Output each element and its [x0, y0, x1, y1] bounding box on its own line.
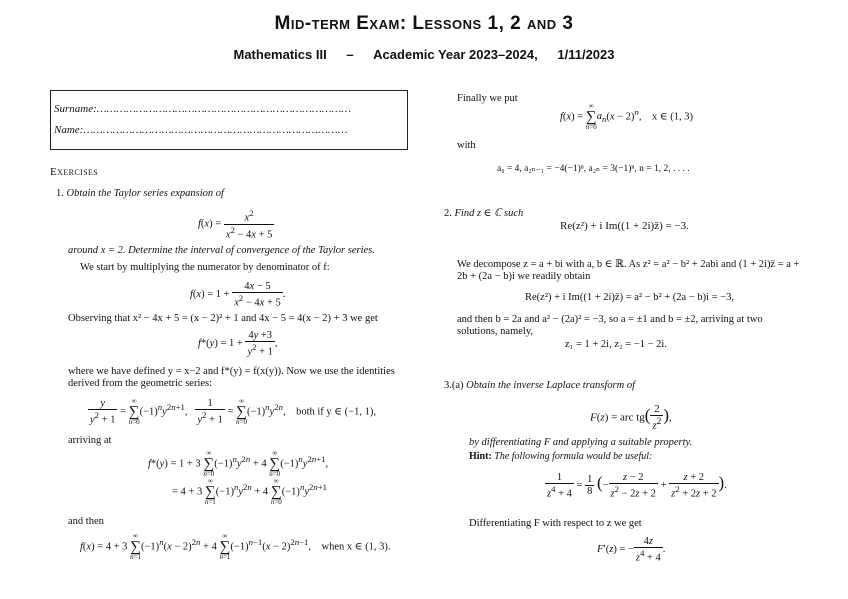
q3-prompt: Obtain the inverse Laplace transform of [466, 380, 636, 391]
exam-title: Mid-term Exam: Lessons 1, 2 and 3 [274, 13, 574, 34]
question-2 [444, 208, 523, 220]
academic-year: Academic Year 2023–2024, [373, 47, 538, 62]
coefficients: a₀ = 4, a₂ₙ₋₁ = −4(−1)ⁿ, a₂ₙ = 3(−1)ⁿ, n = 1, 2, . . . . [497, 164, 690, 174]
eq-geometric: $\frac{y}{y^2 + 1}$ = ∞ ∑ $n=0(-1)^ny^{2n+1}$, $\frac{1}{y^2 + 1}$ = ∞ ∑ $n=0(-1)^ny^{2n}$, both if y ∈ (−1, 1), [90, 397, 376, 426]
surname-line: Surname:…………………………………………………………………… [54, 103, 352, 115]
student-info-box [50, 90, 408, 150]
hint-label: Hint: [469, 451, 492, 462]
interval-label: x ∈ (1, 3) [651, 111, 693, 123]
q2-prompt: Find z ∈ ℂ such [454, 208, 524, 219]
when-condition: when x ∈ (1, 3). [321, 541, 391, 553]
both-if-condition: both if y ∈ (−1, 1), [296, 406, 376, 418]
eq-fx-series: f(x) = 4 + 3 ∞ ∑ $n=1(-1)^n(x - 2)^{2n} + 4$ ∞ ∑ $n=1(-1)^{n-1}(x - 2)^{2n-1}$, when x ∈ (1, 3). [80, 532, 391, 561]
solutions: z₁ = 1 + 2i, z₂ = −1 − 2i. [565, 339, 667, 350]
right-para-3: and then b = 2a and a² − (2a)² = −3, so a = ±1 and b = ±2, arriving at two solutions, namely, [457, 314, 763, 337]
hint-text: The following formula would be useful: [494, 451, 653, 462]
question-3a [444, 380, 635, 392]
eq-Fprime: F′(z) = − $\frac{4z}{z^4 + 4}$ . [597, 536, 666, 564]
eq-fx-split: f(x) = 1 + $\frac{4x - 5}{x^2 - 4x + 5}$ . [190, 281, 286, 309]
q2-equation: Re(z²) + i Im((1 + 2i)z̄) = −3. [560, 220, 689, 232]
exam-date: 1/11/2023 [557, 47, 615, 62]
left-para-5: and then [68, 516, 104, 527]
question-1 [56, 188, 416, 200]
right-para-1: Finally we put [457, 93, 518, 104]
q3-number: 3.(a) [444, 380, 464, 391]
left-para-4: arriving at [68, 435, 112, 446]
eq-fx: f(x) = $\frac{x^2}{x^2 - 4x + 5}$ [198, 208, 273, 240]
q2-number: 2. [444, 208, 452, 219]
q1-prompt: Obtain the Taylor series expansion of [66, 188, 224, 199]
q1-number: 1. [56, 188, 64, 199]
eq-partial-fractions: $\frac{1}{z^4 + 4}$ = $\frac{1}{8}$ (− $\frac{z - 2}{z^2 - 2z + 2}$ + $\frac{z + 2}{z^2 + 2z + 2}$ ). [547, 472, 727, 500]
eq-final-series: f(x) = ∞ ∑ $n=0a_n(x - 2)^n$, x ∈ (1, 3) [560, 102, 693, 131]
eq-fstar-series-2: = 4 + 3 ∞ ∑ $n=1(-1)^ny^{2n} + 4$ ∞ ∑ $n=0(-1)^ny^{2n+1}$ [172, 477, 328, 506]
section-heading: Exercises [50, 166, 99, 178]
name-line: Name:……………………………………………………………………… [54, 124, 348, 136]
eq-Fz: F(z) = arc tg( $\frac{2}{z^2}$ ), [590, 403, 672, 432]
eq-decomposition: Re(z²) + i Im((1 + 2i)z̄) = a² − b² + (2a − b)i = −3, [525, 292, 735, 303]
exam-subtitle [0, 47, 848, 62]
hint [469, 451, 652, 463]
separator-dash: – [346, 47, 354, 62]
q1-around: around x = 2. Determine the interval of convergence of the Taylor series. [68, 245, 375, 256]
left-para-2: Observing that x² − 4x + 5 = (x − 2)² + 1 and 4x − 5 = 4(x − 2) + 3 we get [68, 313, 378, 324]
left-para-3: where we have defined y = x−2 and f*(y) = f(x(y)). Now we use the identities derived from the geometric series: [68, 366, 395, 389]
eq-fstar: f*(y) = 1 + $\frac{4y +3}{y^2 + 1}$ , [198, 330, 278, 358]
right-para-4: Differentiating F with respect to z we get [469, 518, 642, 529]
q3-by: by differentiating F and applying a suitable property. [469, 437, 693, 448]
course-name: Mathematics III [233, 47, 327, 62]
right-para-2: We decompose z = a + bi with a, b ∈ ℝ. As z² = a² − b² + 2abi and (1 + 2i)z̄ = a + 2b + (2a − b)i we readily obtain [457, 259, 800, 282]
with-label: with [457, 140, 476, 151]
eq-fstar-series-1: f*(y) = 1 + 3 ∞ ∑ $n=0(-1)^ny^{2n} + 4$ ∞ ∑ $n=0(-1)^ny^{2n+1}$, [148, 449, 329, 478]
left-para-1: We start by multiplying the numerator by denominator of f: [80, 262, 330, 273]
